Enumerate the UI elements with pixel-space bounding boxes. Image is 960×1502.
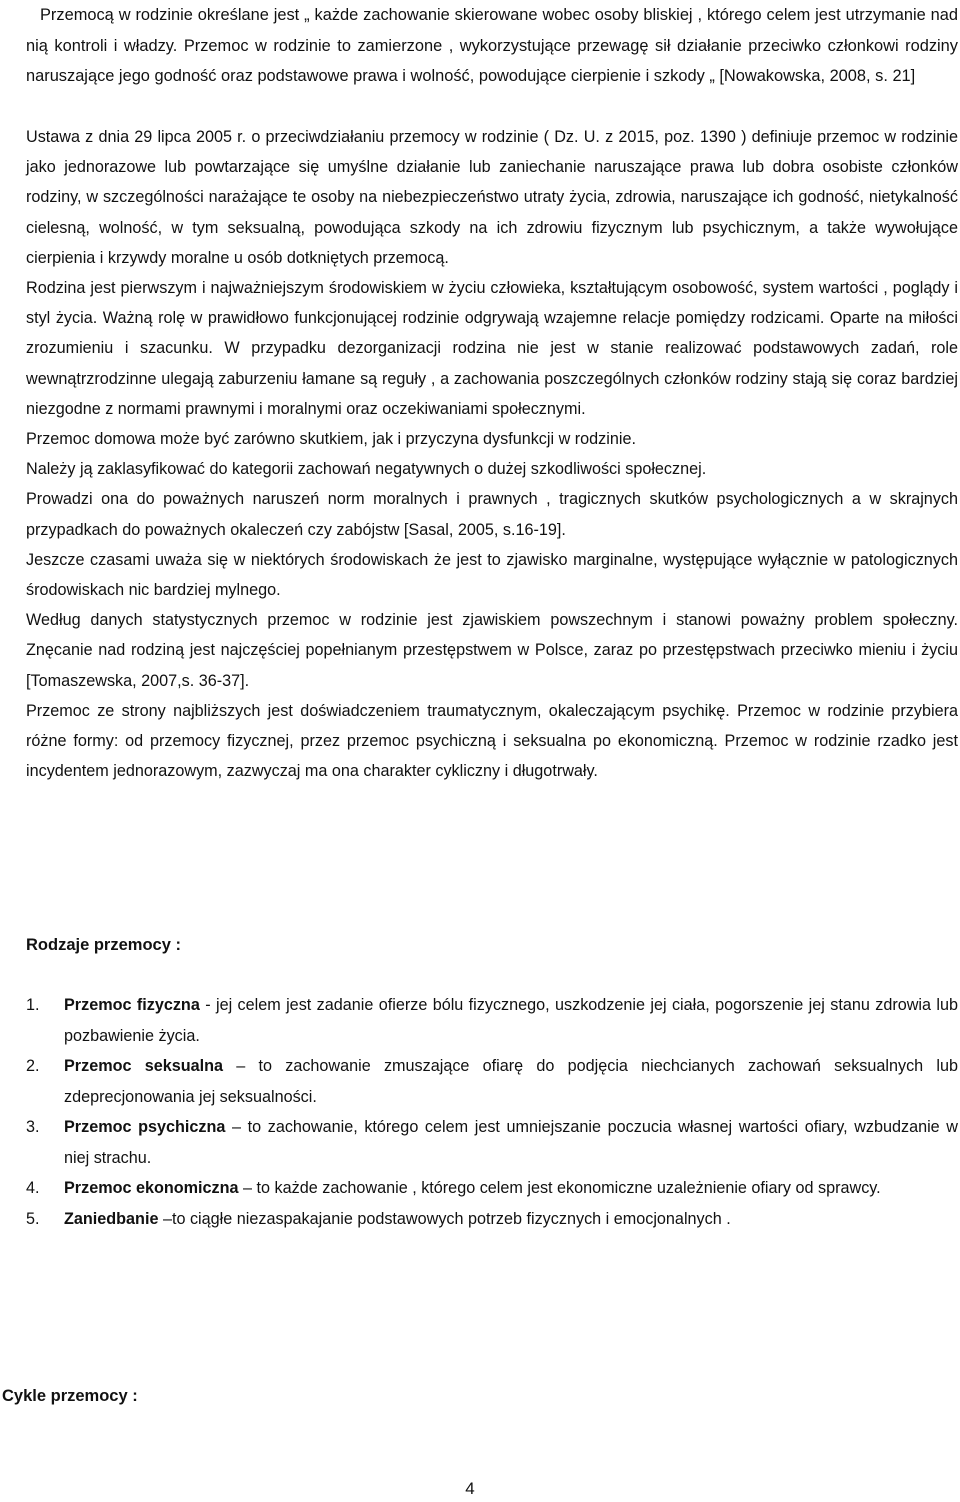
body-text	[26, 122, 958, 786]
list-term: Przemoc psychiczna	[64, 1118, 226, 1136]
paragraph-consequences: Prowadzi ona do poważnych naruszeń norm moralnych i prawnych , tragicznych skutków psychologicznych a w skrajnych przypadkach do poważnych okaleczeń czy zabójstw [Sasal, 2005, s.16-19].	[26, 490, 958, 539]
list-term: Przemoc seksualna	[64, 1057, 224, 1075]
list-item	[26, 1204, 958, 1235]
page-number: 4	[465, 1479, 475, 1498]
paragraph-classification: Należy ją zaklasyfikować do kategorii zachowań negatywnych o dużej szkodliwości społecznej.	[26, 460, 707, 479]
list-description: –to ciągłe niezaspakajanie podstawowych potrzeb fizycznych i emocjonalnych .	[158, 1209, 731, 1228]
list-item	[26, 990, 958, 1051]
list-description: - jej celem jest zadanie ofierze bólu fizycznego, uszkodzenie jej ciała, pogorszenie jej stanu zdrowia lub pozbawienie życia.	[64, 996, 958, 1045]
list-term: Przemoc ekonomiczna	[64, 1179, 239, 1197]
list-term: Zaniedbanie	[64, 1209, 159, 1228]
list-number: 5.	[26, 1209, 40, 1228]
list-term: Przemoc fizyczna	[64, 996, 200, 1014]
paragraph-misconception: Jeszcze czasami uważa się w niektórych środowiskach że jest to zjawisko marginalne, występujące wyłącznie w patologicznych środowiskach nic bardziej mylnego.	[26, 550, 958, 600]
paragraph-domestic-violence: Przemoc domowa może być zarówno skutkiem, jak i przyczyna dysfunkcji w rodzinie.	[26, 430, 636, 449]
types-heading: Rodzaje przemocy :	[26, 936, 181, 954]
list-item	[26, 1051, 958, 1112]
intro-paragraph	[26, 0, 958, 92]
list-number: 1.	[26, 996, 40, 1014]
list-description: – to każde zachowanie , którego celem jest ekonomiczne uzależnienie ofiary od sprawcy.	[238, 1179, 881, 1197]
types-list	[26, 990, 958, 1234]
paragraph-statute: Ustawa z dnia 29 lipca 2005 r. o przeciwdziałaniu przemocy w rodzinie ( Dz. U. z 2015, poz. 1390 ) definiuje przemoc w rodzinie jako jednorazowe lub powtarzające się umyślne działanie lub zaniechanie naruszające prawa lub dobra osobiste członków rodziny, w szczególności narażające te osoby na niebezpieczeństwo utraty życia, zdrowia, naruszające ich godność, nietykalność cielesną, wolność, w tym seksualną, powodująca szkody na ich zdrowiu fizycznym lub psychicznym, a także wywołujące cierpienia i krzywdy moralne u osób dotkniętych przemocą.	[26, 128, 958, 267]
paragraph-family: Rodzina jest pierwszym i najważniejszym środowiskiem w życiu człowieka, kształtującym osobowość, system wartości , poglądy i styl życia. Ważną rolę w prawidłowo funkcjonującej rodzinie odgrywają wzajemne relacje pomiędzy rodzicami. Oparte na miłości zrozumieniu i szacunku. W przypadku dezorganizacji rodzina nie jest w stanie realizować podstawowych zadań, role wewnątrzrodzinne ulegają zaburzeniu łamane są reguły , a zachowania poszczególnych członków rodziny stają się coraz bardziej niezgodne z normami prawnymi i moralnymi oraz oczekiwaniami społecznymi.	[26, 279, 958, 418]
list-number: 3.	[26, 1118, 40, 1136]
list-number: 2.	[26, 1057, 40, 1075]
list-item	[26, 1173, 958, 1204]
list-description: – to zachowanie zmuszające ofiarę do podjęcia niechcianych zachowań seksualnych lub zdeprecjonowania jej seksualności.	[64, 1057, 959, 1106]
cycles-heading: Cykle przemocy :	[2, 1387, 138, 1405]
paragraph-statistics: Według danych statystycznych przemoc w rodzinie jest zjawiskiem powszechnym i stanowi poważny problem społeczny. Znęcanie nad rodziną jest najczęściej popełnianym przestępstwem w Polsce, zaraz po przestępstwach przeciwko mieniu i życiu [Tomaszewska, 2007,s. 36-37].	[26, 611, 958, 690]
list-description: – to zachowanie, którego celem jest umniejszanie poczucia własnej wartości ofiary, wzbudzanie w niej strachu.	[64, 1118, 958, 1167]
list-number: 4.	[26, 1179, 40, 1197]
list-item	[26, 1112, 958, 1173]
intro-text: Przemocą w rodzinie określane jest „ każde zachowanie skierowane wobec osoby bliskiej , którego celem jest utrzymanie nad nią kontroli i władzy. Przemoc w rodzinie to zamierzone , wykorzystujące przewagę sił działanie przeciwko członkowi rodziny naruszające jego godność oraz podstawowe prawa i wolność, powodujące cierpienie i szkody „ [Nowakowska, 2008, s. 21]	[26, 6, 958, 85]
paragraph-trauma: Przemoc ze strony najbliższych jest doświadczeniem traumatycznym, okaleczającym psychikę. Przemoc w rodzinie przybiera różne formy: od przemocy fizycznej, przez przemoc psychiczną i seksualna po ekonomiczną. Przemoc w rodzinie rzadko jest incydentem jednorazowym, zazwyczaj ma ona charakter cykliczny i długotrwały.	[26, 701, 958, 781]
